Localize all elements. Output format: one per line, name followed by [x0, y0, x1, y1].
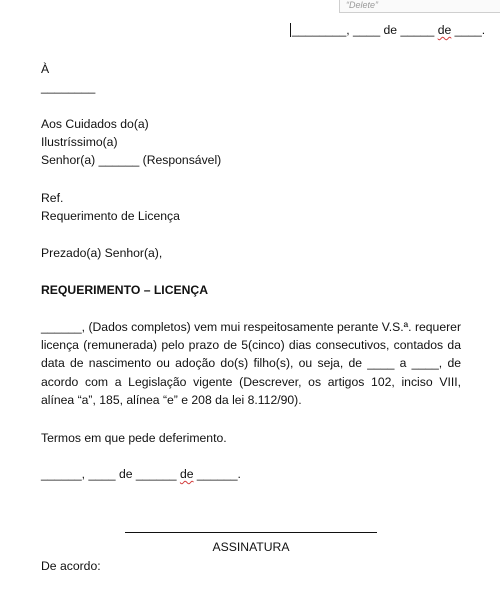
top-date-text: ________, ____ de _____: [292, 23, 438, 37]
document-heading: REQUERIMENTO – LICENÇA: [41, 283, 209, 297]
salutation: Prezado(a) Senhor(a),: [41, 246, 163, 260]
body-paragraph: ______, (Dados completos) vem mui respeitosamente perante V.S.ª. requerer licença (remunerada) pelo prazo de 5(cinco) dias consecutivos, contados da data de nascimento ou adoção do(s) filho(s), ou seja, de ____ a ____, de acordo com a Legislação vigente (Descrever, os artigos 102, inciso VIII, alínea “a”, 185, alínea “e” e 208 da lei 8.112/90).: [41, 320, 462, 407]
text-cursor: [290, 23, 291, 37]
bottom-date-de: de: [179, 467, 194, 481]
top-date-de: de: [437, 23, 452, 37]
closing-line: Termos em que pede deferimento.: [41, 431, 227, 445]
reference-subject: Requerimento de Licença: [41, 209, 180, 223]
reference-label: Ref.: [41, 191, 64, 205]
bottom-date-tail: ______.: [193, 467, 241, 481]
bottom-date-line: [41, 467, 241, 481]
care-of-line-3: Senhor(a) ______ (Responsável): [41, 153, 222, 167]
agreement-label: De acordo:: [41, 559, 101, 573]
signature-label: ASSINATURA: [212, 540, 290, 554]
tracked-change-hint: “Delete”: [339, 0, 500, 13]
addressee-blank: ________: [41, 80, 96, 94]
care-of-line-1: Aos Cuidados do(a): [41, 117, 149, 131]
addressee-to: À: [41, 62, 50, 76]
top-date-line: [292, 23, 485, 37]
top-date-tail: ____.: [451, 23, 486, 37]
care-of-line-2: Ilustríssimo(a): [41, 135, 118, 149]
signature-line: [125, 532, 377, 533]
bottom-date-text: ______, ____ de ______: [41, 467, 180, 481]
